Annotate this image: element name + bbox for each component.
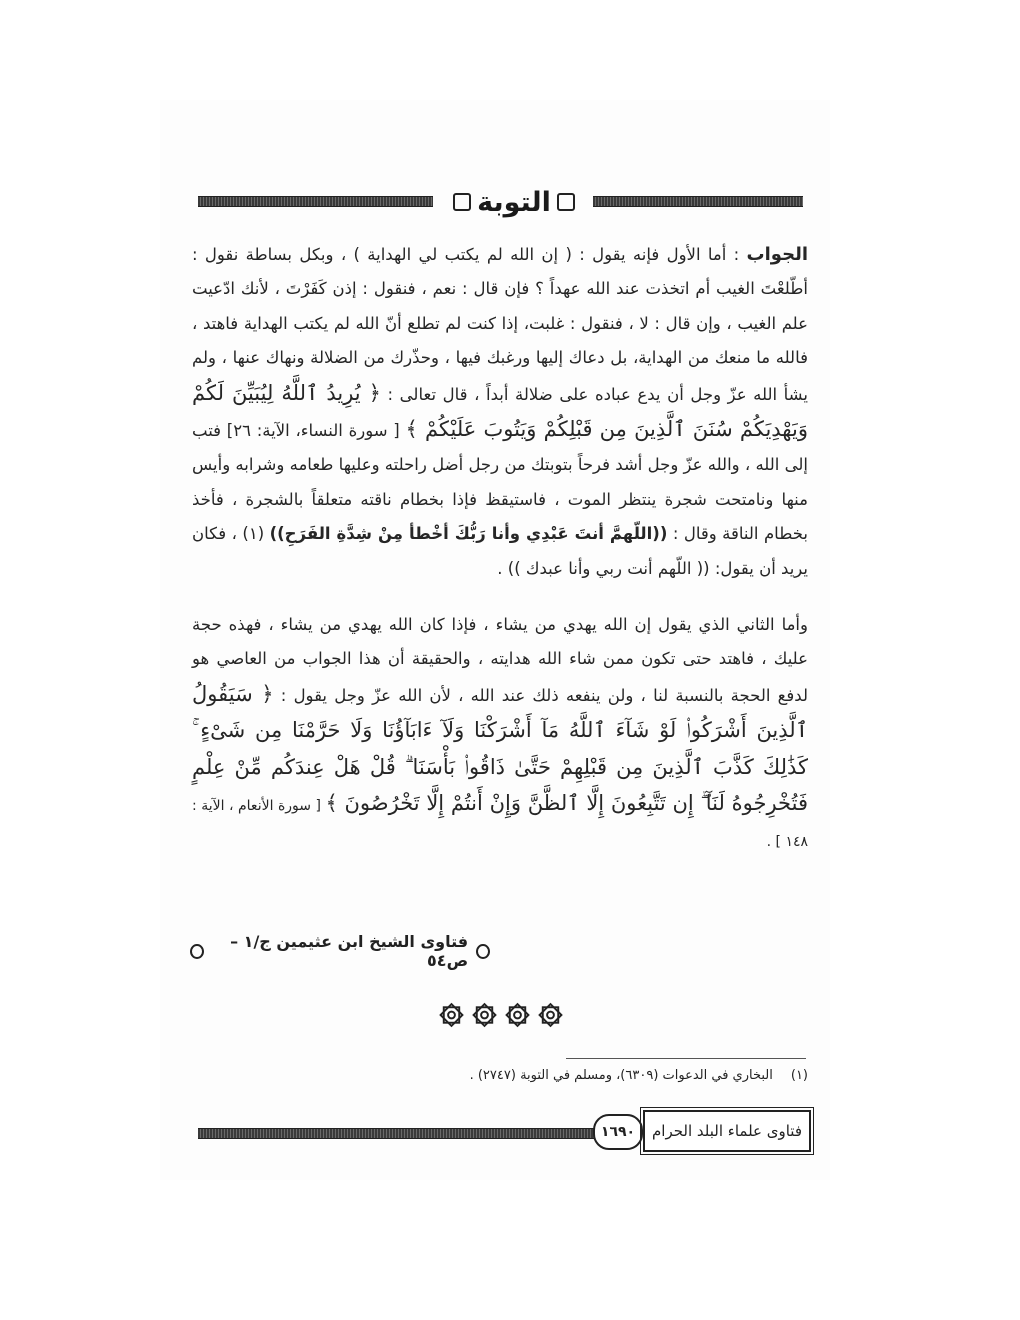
star-ornament-icon [437,1000,466,1030]
source-reference-text: فتاوى الشيخ ابن عثيمين ج/١ – ص٥٤ [230,932,469,970]
footer-rule [198,1128,603,1139]
circle-bullet-icon [476,944,490,959]
footnote-divider [566,1058,806,1059]
source-reference [190,932,490,970]
book-title: فتاوى علماء البلد الحرام [643,1110,811,1152]
p1-text-2: [ سورة النساء، الآية: ٢٦] فتب إلى الله ، والله عزّ وجل أشد فرحاً بتوبتك من رجل أضل راحلته وعليها طعامه وشرابه وأيس منها ونامتحت شجرة ينتظر الموت ، فاستيقظ فإذا بخطام ناقته متعلقاً بالشجرة ، فأخذ بخطام الناقة وقال : [192,421,808,544]
star-ornament-icon [536,1000,565,1030]
decorative-ornament [437,1000,565,1030]
p1-text-1: : أما الأول فإنه يقول : ( إن الله لم يكتب لي الهداية ) ، وبكل بساطة نقول : أطّلعْتَ الغيب أم اتخذت عند الله عهداً ؟ فإن قال : نعم ، فنقول : إذن كَفَرْتَ ، لأنك ادّعيت علم الغيب ، وإن قال : لا ، فنقول : غلبت، إذا كنت لم تطلع أنّ الله لم يكتب الهداية فاهتد ، فالله ما منعك من الهداية، بل دعاك إليها ورغبك فيها ، وحذّرك من الضلالة ونهاك عنها ، ولم يشأ الله عزّ وجل أن يدع عباده على ضلالة أبداً ، قال تعالى : [192,245,808,404]
quran-verse-1: ﴿ يُرِيدُ ٱللَّهُ لِيُبَيِّنَ لَكُمْ وَيَهْدِيَكُمْ سُنَنَ ٱلَّذِينَ مِن قَبْلِكُمْ وَيَتُوبَ عَلَيْكُمْ ﴾ [192,380,808,442]
footnote [440,1068,808,1094]
header-rule-right [593,196,803,207]
quran-verse-2: ﴿ سَيَقُولُ ٱلَّذِينَ أَشْرَكُوا۟ لَوْ شَآءَ ٱللَّهُ مَآ أَشْرَكْنَا وَلَآ ءَابَآؤُنَا وَلَا حَرَّمْنَا مِن شَىْءٍ ۚ كَذَٰلِكَ كَذَّبَ ٱلَّذِينَ مِن قَبْلِهِمْ حَتَّىٰ ذَاقُوا۟ بَأْسَنَا ۗ قُلْ هَلْ عِندَكُم مِّنْ عِلْمٍ فَتُخْرِجُوهُ لَنَآ ۖ إِن تَتَّبِعُونَ إِلَّا ٱلظَّنَّ وَإِنْ أَنتُمْ إِلَّا تَخْرُصُونَ ﴾ [192,681,808,816]
square-bullet-icon [557,193,575,211]
chapter-title-group [435,183,593,221]
answer-paragraph-2 [192,608,808,859]
answer-paragraph-1 [192,238,808,586]
star-ornament-icon [503,1000,532,1030]
circle-bullet-icon [190,944,204,959]
footnote-marker: (١) [236,524,270,544]
header-rule-left [198,196,433,207]
square-bullet-icon [453,193,471,211]
p2-text-2: [ سورة الأنعام ، الآية : ١٤٨ ] . [192,798,808,850]
page-number: ١٦٩٠ [593,1114,643,1150]
star-ornament-icon [470,1000,499,1030]
hadith-quote: ((اللّهمَّ أنتَ عَبْدِي وأنا رَبُّكَ أخْطأ مِنْ شِدَّةِ الفَرَحِ)) [269,524,668,544]
footnote-text: البخاري في الدعوات (٦٣٠٩)، ومسلم في التوبة (٢٧٤٧) . [469,1068,773,1083]
footnote-number: (١) [790,1068,808,1083]
p1-text-3: ، فكان يريد أن يقول: (( اللّهم أنت ربي وأنا عبدك )) . [192,524,808,578]
body-text [192,238,808,859]
p2-text-1: وأما الثاني الذي يقول إن الله يهدي من يشاء ، فإذا كان الله يهدي من يشاء ، فهذه حجة عليك ، فاهتد حتى تكون ممن شاء الله هدايته ، والحقيقة أن هذا الجواب من العاصي هو لدفع الحجة بالنسبة لنا ، ولن ينفعه ذلك عند الله ، لأن الله عزّ وجل يقول : [192,615,808,705]
chapter-header [190,183,808,221]
answer-label: الجواب [746,244,808,265]
chapter-title: التوبة [477,186,551,218]
